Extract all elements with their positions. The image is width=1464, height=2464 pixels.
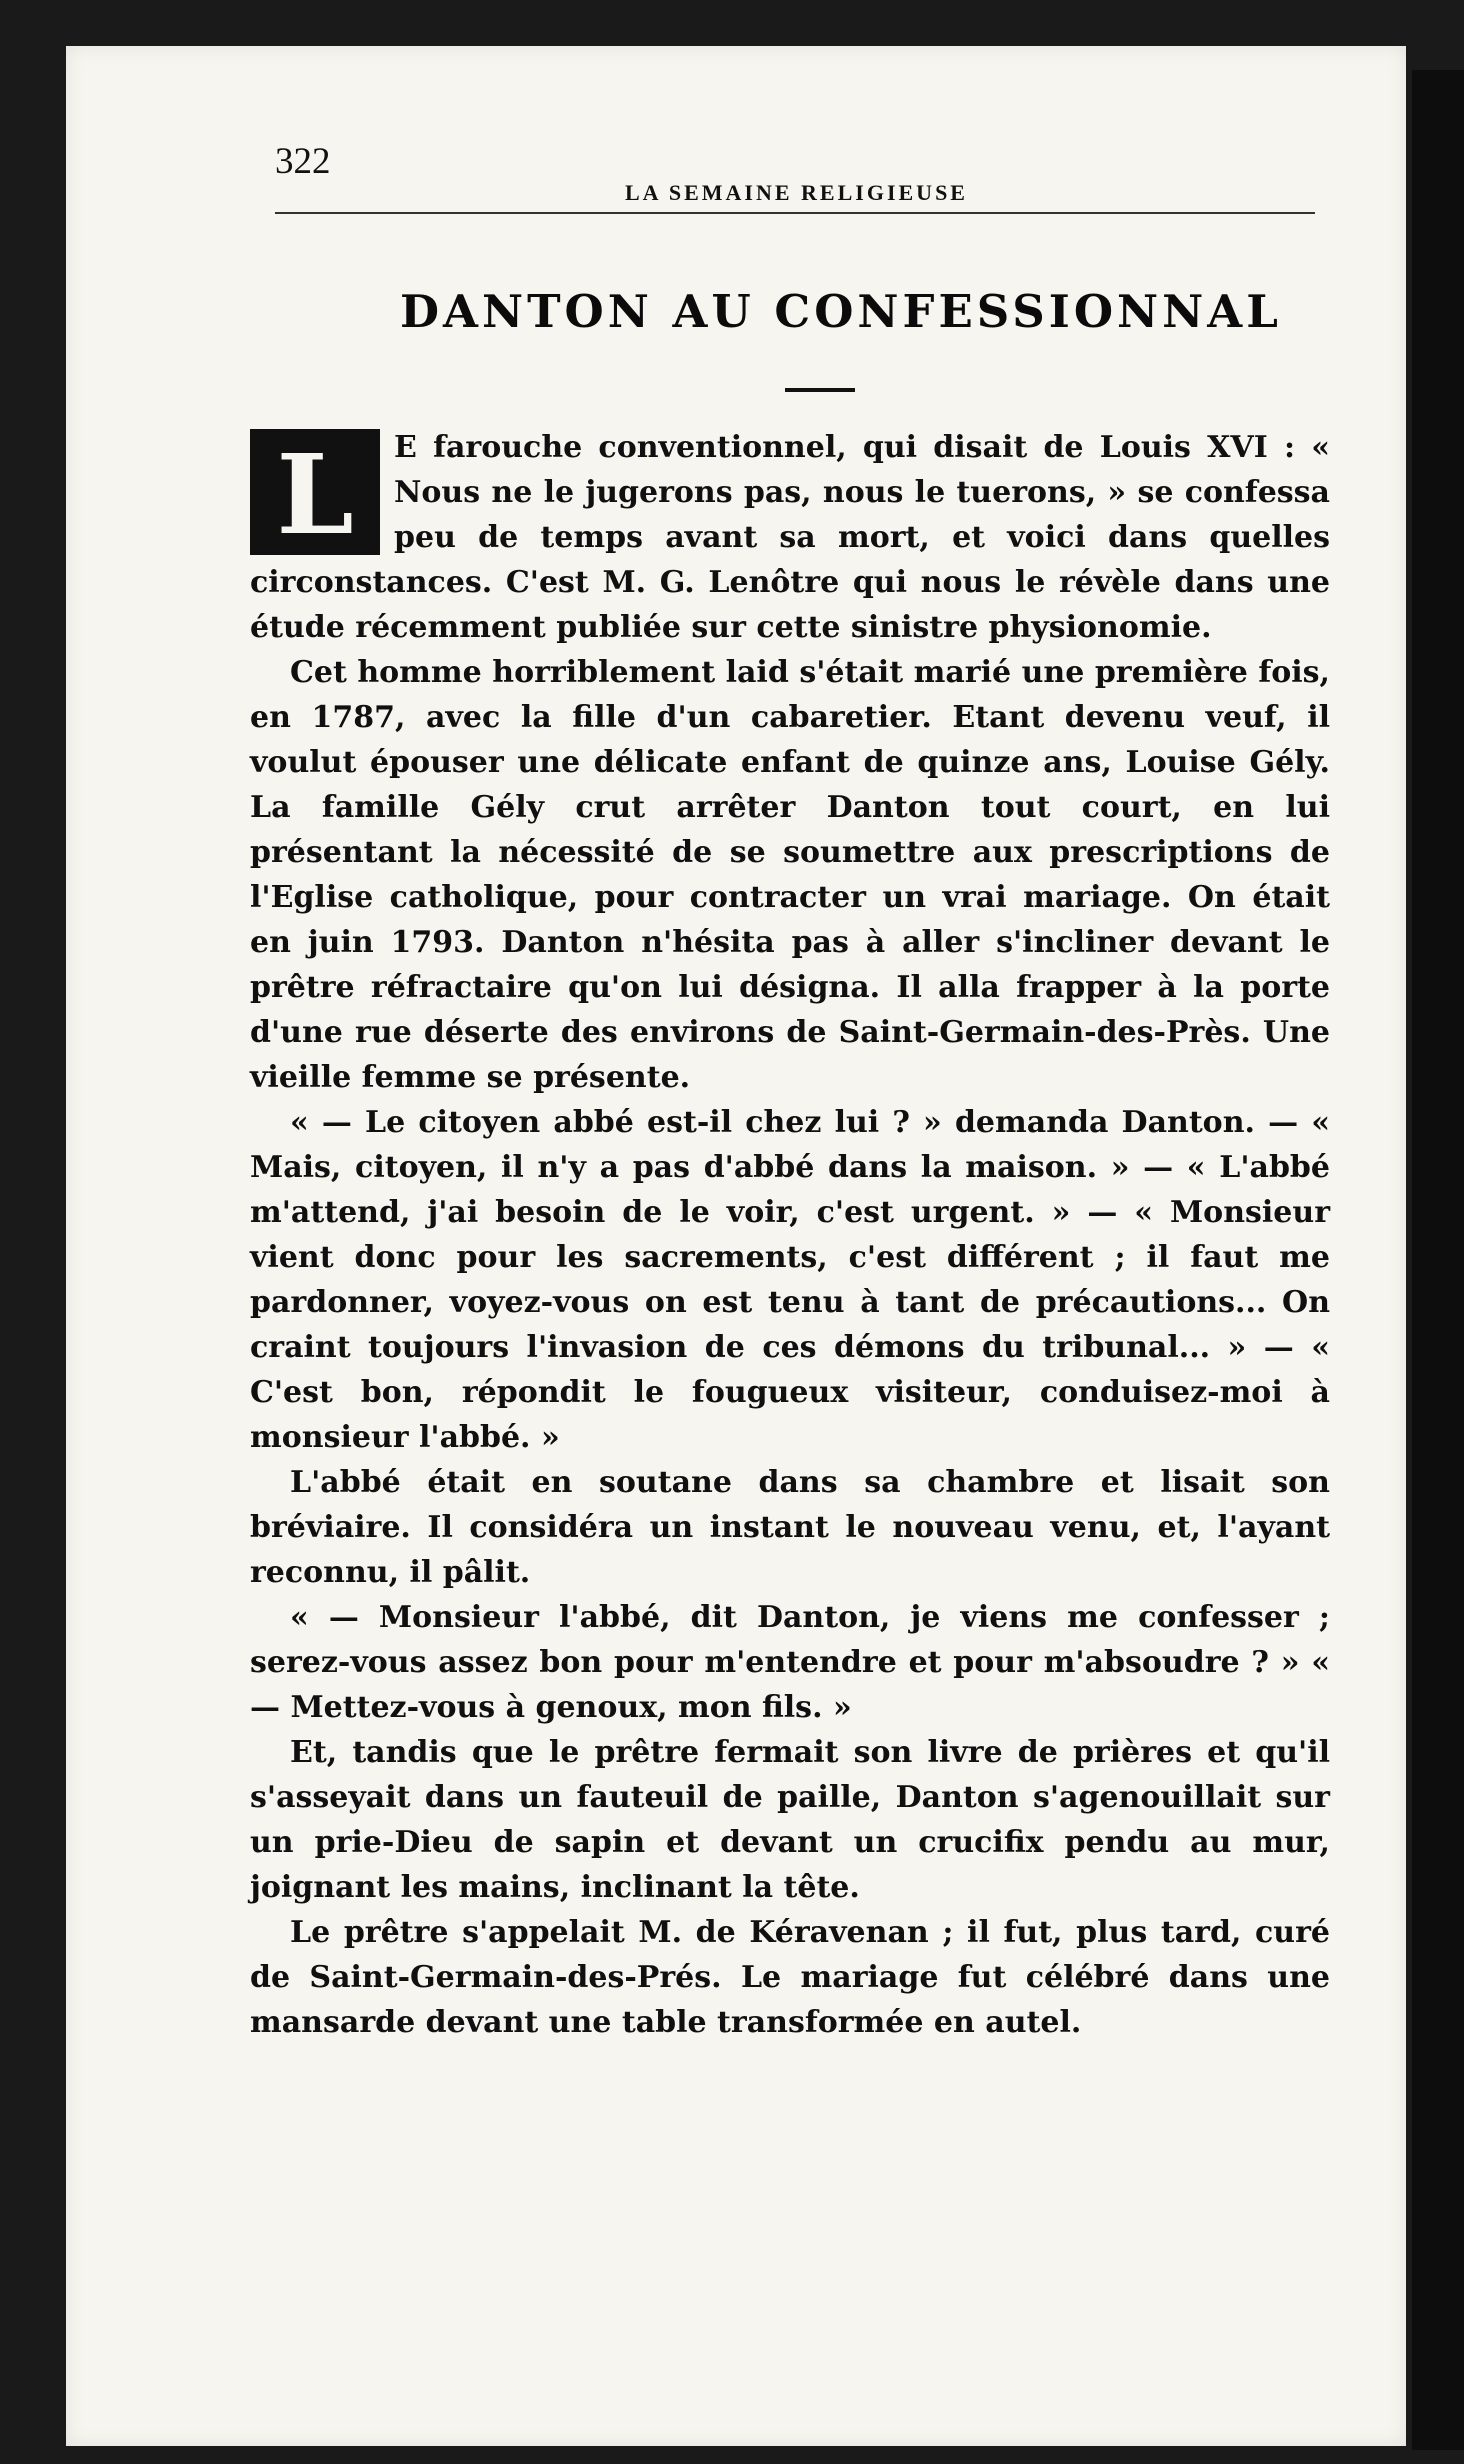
title-rule: [785, 388, 855, 392]
paragraph-1: [250, 425, 1330, 650]
adjacent-page-edge: [1412, 70, 1464, 2450]
paragraph-6: Et, tandis que le prêtre fermait son livre de prières et qu'il s'asseyait dans un fauteuil de paille, Danton s'agenouillait sur un prie-Dieu de sapin et devant un crucifix pendu au mur, joignant les mains, inclinant la tête.: [250, 1735, 1330, 1905]
paragraph-2: Cet homme horriblement laid s'était marié une première fois, en 1787, avec la fille d'un cabaretier. Etant devenu veuf, il voulut épouser une délicate enfant de quinze ans, Louise Gély. La famille Gély crut arrêter Danton tout court, en lui présentant la nécessité de se soumettre aux prescriptions de l'Eglise catholique, pour contracter un vrai mariage. On était en juin 1793. Danton n'hésita pas à aller s'incliner devant le prêtre réfractaire qu'on lui désigna. Il alla frapper à la porte d'une rue déserte des environs de Saint-Germain-des-Près. Une vieille femme se présente.: [250, 655, 1330, 1095]
paragraph-3: « — Le citoyen abbé est-il chez lui ? » demanda Danton. — « Mais, citoyen, il n'y a pas d'abbé dans la maison. » — « L'abbé m'attend, j'ai besoin de le voir, c'est urgent. » — « Monsieur vient donc pour les sacrements, c'est différent ; il faut me pardonner, voyez-vous on est tenu à tant de précautions... On craint toujours l'invasion de ces démons du tribunal... » — « C'est bon, répondit le fougueux visiteur, conduisez-moi à monsieur l'abbé. »: [250, 1105, 1330, 1455]
dropcap-initial: L: [250, 429, 380, 555]
page-header: [205, 140, 1325, 205]
header-rule: [275, 212, 1315, 214]
article-body: [250, 425, 1330, 2045]
paragraph-5: « — Monsieur l'abbé, dit Danton, je viens me confesser ; serez-vous assez bon pour m'entendre et pour m'absoudre ? » « — Mettez-vous à genoux, mon fils. »: [250, 1600, 1330, 1725]
paragraph-7: Le prêtre s'appelait M. de Kéravenan ; il fut, plus tard, curé de Saint-Germain-des-Prés. Le mariage fut célébré dans une mansarde devant une table transformée en autel.: [250, 1915, 1330, 2040]
article-title: DANTON AU CONFESSIONNAL: [400, 285, 1282, 338]
page-number: 322: [275, 141, 331, 182]
running-title: LA SEMAINE RELIGIEUSE: [625, 180, 968, 205]
paragraph-4: L'abbé était en soutane dans sa chambre et lisait son bréviaire. Il considéra un instant le nouveau venu, et, l'ayant reconnu, il pâlit.: [250, 1465, 1330, 1590]
paragraph-1-text: E farouche conventionnel, qui disait de Louis XVI : « Nous ne le jugerons pas, nous le tuerons, » se confessa peu de temps avant sa mort, et voici dans quelles circonstances. C'est M. G. Lenôtre qui nous le révèle dans une étude récemment publiée sur cette sinistre physionomie.: [250, 430, 1330, 645]
